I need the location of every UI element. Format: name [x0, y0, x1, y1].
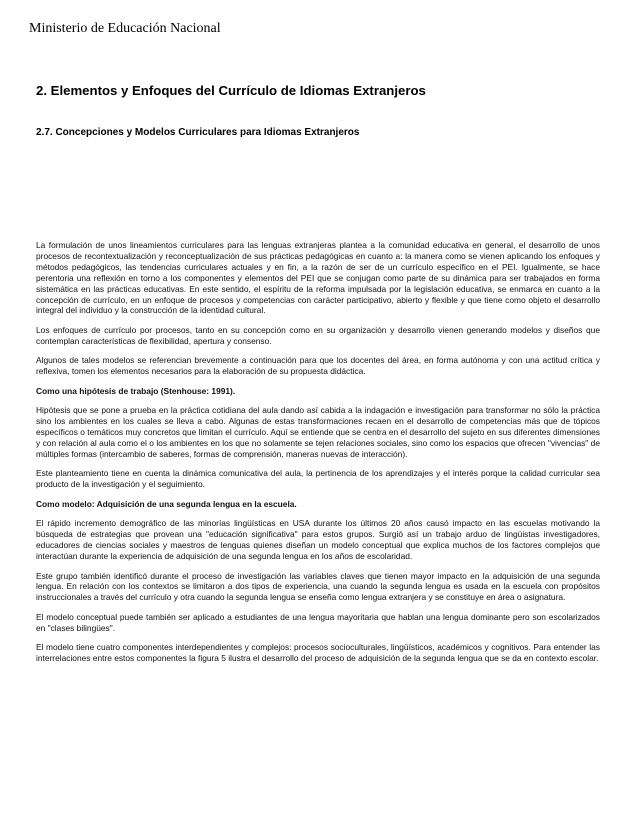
- paragraph-enfoques: Los enfoques de currículo por procesos, tanto en su concepción como en su organización y desarrollo vienen generando modelos y diseños que contemplan características de flexibilidad, apertura y consenso.: [36, 324, 600, 346]
- subheading-modelo: Como modelo: Adquisición de una segunda lengua en la escuela.: [36, 498, 297, 509]
- paragraph-hipotesis: Hipótesis que se pone a prueba en la práctica cotidiana del aula dando así cabida a la indagación e investigación para transformar no sólo la práctica sino los ambientes en los cuales se lleva a cabo. Algunas de estas transformaciones recaen en el desarrollo de competencias más que de tópicos específicos o temáticos muy concretos que limitan el currículo. Aquí se entiende que se centra en el desarrollo del sujeto en sus diferentes dimensiones y con relación al aula como el o los ambientes en los que no solamente se tejen relaciones sociales, sino como los espacios que ofrecen "vivencias" de múltiples formas (intercambio de saberes, formas de comprensión, maneras nuevas de interacción).: [36, 405, 600, 459]
- paragraph-intro: La formulación de unos lineamientos curriculares para las lenguas extranjeras plantea a la comunidad educativa en general, el desarrollo de unos procesos de recontextualización y reconceptualización de sus prácticas pedagógicas en cuanto a: la manera como se vienen aplicando los enfoques y métodos pedagógicos, las tendencias curriculares actuales y en fin, a la razón de ser de un currículo específico en el PEI. Igualmente, se hace perentoria una reflexión en torno a los componentes y elementos del PEI que se conjugan como parte de su dinámica para ser trabajados en forma sistemática en las prácticas educativas. En este sentido, el espíritu de la reforma impulsada por la legislación educativa, se enmarca en cuanto a la concepción de currículo, en un enfoque de procesos y competencias con carácter participativo, abierto y flexible y que tiene como objeto el desarrollo integral del individuo y la construcción de la identidad cultural.: [36, 240, 600, 316]
- paragraph-modelo-conceptual: El modelo conceptual puede también ser aplicado a estudiantes de una lengua mayoritaria que hablan una lengua dominante pero son escolarizados en "clases bilingües".: [36, 611, 600, 633]
- subheading-hipotesis: Como una hipótesis de trabajo (Stenhouse: 1991).: [36, 385, 236, 396]
- paragraph-variables: Este grupo también identificó durante el proceso de investigación las variables claves que tienen mayor impacto en la adquisición de una segunda lengua. En relación con los contextos se limitaron a dos tipos de experiencia, una cuando la segunda lengua es usada en la escuela con propósitos instruccionales a través del currículo y otra cuando la segunda lengua se enseña como lengua extranjera y se constituye en área o asignatura.: [36, 570, 600, 603]
- body-text: [36, 240, 600, 673]
- paragraph-modelos: Algunos de tales modelos se referencian brevemente a continuación para que los docentes del área, en forma autónoma y con una actitud crítica y reflexiva, tomen los elementos necesarios para la elaboración de su propuesta didáctica.: [36, 355, 600, 377]
- paragraph-planteamiento: Este planteamiento tiene en cuenta la dinámica comunicativa del aula, la pertinencia de los aprendizajes y el interés porque la calidad curricular sea producto de la investigación y el seguimiento.: [36, 468, 600, 490]
- paragraph-componentes: El modelo tiene cuatro componentes interdependientes y complejos: procesos socioculturales, lingüísticos, académicos y cognitivos. Para entender las interrelaciones entre estos componentes la figura 5 ilustra el desarrollo del proceso de adquisición de la segunda lengua que se da en contexto escolar.: [36, 642, 600, 664]
- paragraph-incremento: El rápido incremento demográfico de las minorías lingüísticas en USA durante los últimos 20 años causó impacto en las escuelas motivando la búsqueda de estrategias que provean una "educación significativa" para estos grupos. Surgió así un trabajo arduo de lingüistas investigadores, educadores de ciencias sociales y maestros de lenguas quienes diseñan un modelo conceptual que explica muchos de los factores complejos que interactúan durante la experiencia de adquisición de una segunda lengua en los años de escolaridad.: [36, 518, 600, 561]
- ministry-header: Ministerio de Educación Nacional: [29, 21, 221, 36]
- subsection-title: 2.7. Concepciones y Modelos Curriculares para Idiomas Extranjeros: [36, 127, 360, 138]
- section-title: 2. Elementos y Enfoques del Currículo de Idiomas Extranjeros: [36, 83, 426, 98]
